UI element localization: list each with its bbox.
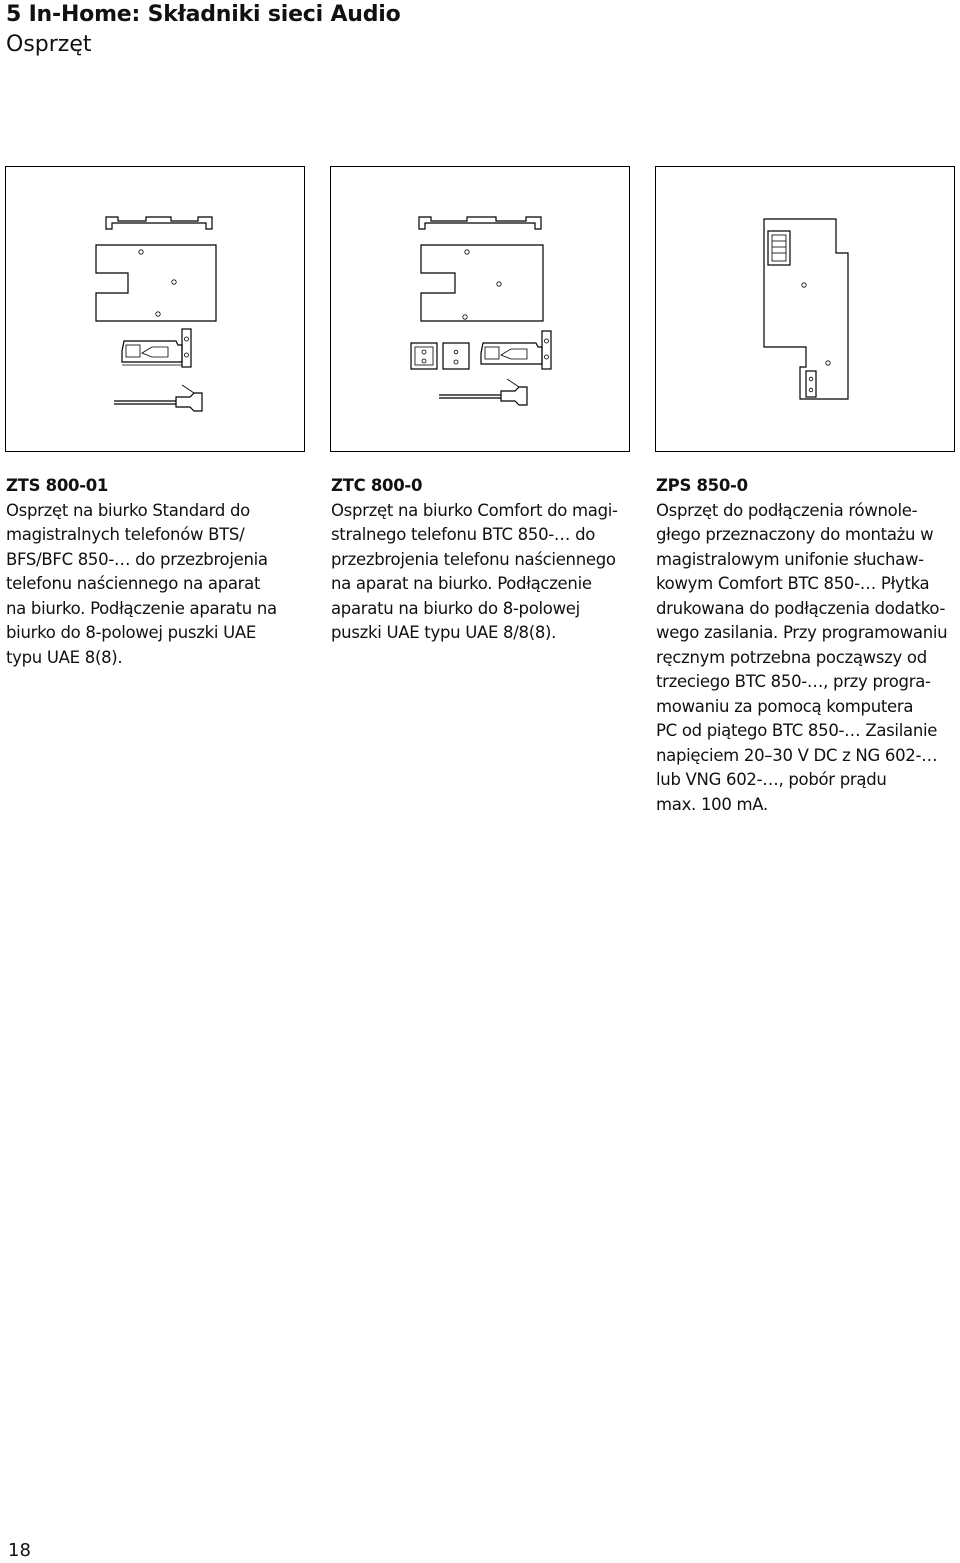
ztc-parts-drawing bbox=[331, 167, 631, 453]
product-code: ZTC 800-0 bbox=[331, 476, 423, 495]
product-zps-850-0 bbox=[656, 474, 956, 817]
figure-zps-850-0 bbox=[655, 166, 955, 452]
page-number: 18 bbox=[8, 1540, 31, 1561]
page-subtitle: Osprzęt bbox=[6, 32, 92, 57]
product-ztc-800-0 bbox=[331, 474, 631, 646]
zps-board-drawing bbox=[656, 167, 956, 453]
figure-ztc-800-0 bbox=[330, 166, 630, 452]
product-zts-800-01 bbox=[6, 474, 306, 670]
zts-parts-drawing bbox=[6, 167, 306, 453]
page-title: 5 In-Home: Składniki sieci Audio bbox=[6, 2, 401, 27]
figure-zts-800-01 bbox=[5, 166, 305, 452]
product-description: Osprzęt do podłączenia równole- głego przeznaczony do montażu w magistralowym unifonie słuchaw- kowym Comfort BTC 850-… Płytka drukowana do podłączenia dodatko- wego zasilania. Przy programowaniu ręcznym potrzebna począwszy od trzeciego BTC 850-…, przy progra- mowaniu za pomocą komputera PC od piątego BTC 850-… Zasilanie napięciem 20–30 V DC z NG 602-… lub VNG 602-…, pobór prądu max. 100 mA. bbox=[656, 500, 948, 814]
product-description: Osprzęt na biurko Comfort do magi- stralnego telefonu BTC 850-… do przezbrojenia telefonu naściennego na aparat na biurko. Podłączenie aparatu na biurko do 8-polowej puszki UAE typu UAE 8/8(8). bbox=[331, 500, 618, 642]
product-description: Osprzęt na biurko Standard do magistralnych telefonów BTS/ BFS/BFC 850-… do przezbrojenia telefonu naściennego na aparat na biurko. Podłączenie aparatu na biurko do 8-polowej puszki UAE typu UAE 8(8). bbox=[6, 500, 277, 667]
product-code: ZPS 850-0 bbox=[656, 476, 748, 495]
product-code: ZTS 800-01 bbox=[6, 476, 109, 495]
